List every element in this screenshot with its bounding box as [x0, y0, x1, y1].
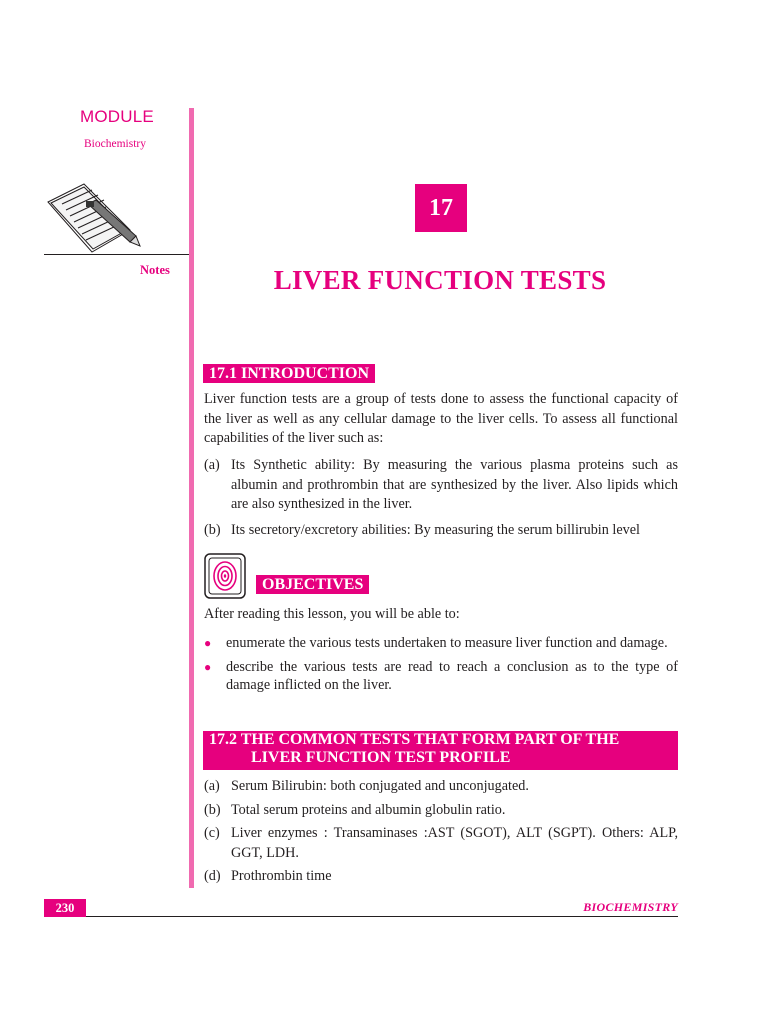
item-label: (a) — [204, 457, 220, 473]
objectives-heading: OBJECTIVES — [256, 575, 369, 594]
item-label: (b) — [204, 801, 221, 818]
item-text: Its Synthetic ability: By measuring the various plasma proteins such as albumin and prothrombin that are synthesized by the liver. Also lipids which are also synthesized in the liver. — [231, 457, 678, 512]
item-text: Serum Bilirubin: both conjugated and unconjugated. — [231, 778, 529, 794]
item-label: (b) — [204, 521, 221, 538]
item-text: describe the various tests are read to reach a conclusion as to the type of damage inflicted on the liver. — [226, 659, 678, 693]
item-label: (d) — [204, 868, 221, 884]
objectives-section — [256, 576, 369, 594]
chapter-number: 17 — [415, 184, 467, 232]
footer-rule — [44, 916, 678, 917]
objectives-list — [204, 634, 678, 694]
intro-paragraph: Liver function tests are a group of tests done to assess the functional capacity of the liver as well as any cellular damage to the liver cells. To assess all functional capabilities of the liver such as: — [204, 391, 678, 446]
chapter-title: LIVER FUNCTION TESTS — [273, 265, 607, 295]
list-item — [204, 867, 678, 887]
item-text: Liver enzymes : Transaminases :AST (SGOT), ALT (SGPT). Others: ALP, GGT, LDH. — [231, 825, 678, 861]
item-text: enumerate the various tests undertaken to measure liver function and damage. — [226, 635, 668, 651]
objectives-lead: After reading this lesson, you will be able to: — [204, 606, 460, 622]
bullet-icon: ● — [204, 660, 212, 674]
module-label: MODULE — [80, 107, 154, 126]
section2-heading-line2: LIVER FUNCTION TEST PROFILE — [251, 749, 511, 766]
bullet-icon: ● — [204, 636, 212, 650]
item-text: Its secretory/excretory abilities: By measuring the serum billirubin level — [231, 521, 640, 538]
footer-title: BIOCHEMISTRY — [583, 900, 678, 914]
list-item — [204, 456, 678, 515]
target-icon — [204, 553, 246, 599]
item-label: (c) — [204, 825, 220, 841]
intro-heading: 17.1 INTRODUCTION — [203, 364, 375, 383]
section2-heading-line1: 17.2 THE COMMON TESTS THAT FORM PART OF THE — [209, 731, 620, 748]
list-item — [204, 824, 678, 863]
subject-label: Biochemistry — [84, 138, 146, 150]
notes-label: Notes — [140, 263, 170, 277]
list-item — [204, 658, 678, 694]
margin-rule — [189, 108, 194, 888]
notes-divider — [44, 254, 189, 255]
list-item — [204, 521, 678, 541]
item-text: Prothrombin time — [231, 868, 332, 884]
list-item — [204, 801, 678, 821]
list-item — [204, 777, 678, 797]
section2-heading — [203, 731, 678, 770]
intro-list — [204, 456, 678, 540]
page-number: 230 — [44, 899, 86, 917]
notebook-pen-icon — [40, 180, 160, 255]
section2-list — [204, 777, 678, 887]
list-item — [204, 634, 678, 652]
item-text: Total serum proteins and albumin globulin ratio. — [231, 801, 506, 818]
item-label: (a) — [204, 778, 220, 794]
intro-section — [203, 365, 375, 383]
